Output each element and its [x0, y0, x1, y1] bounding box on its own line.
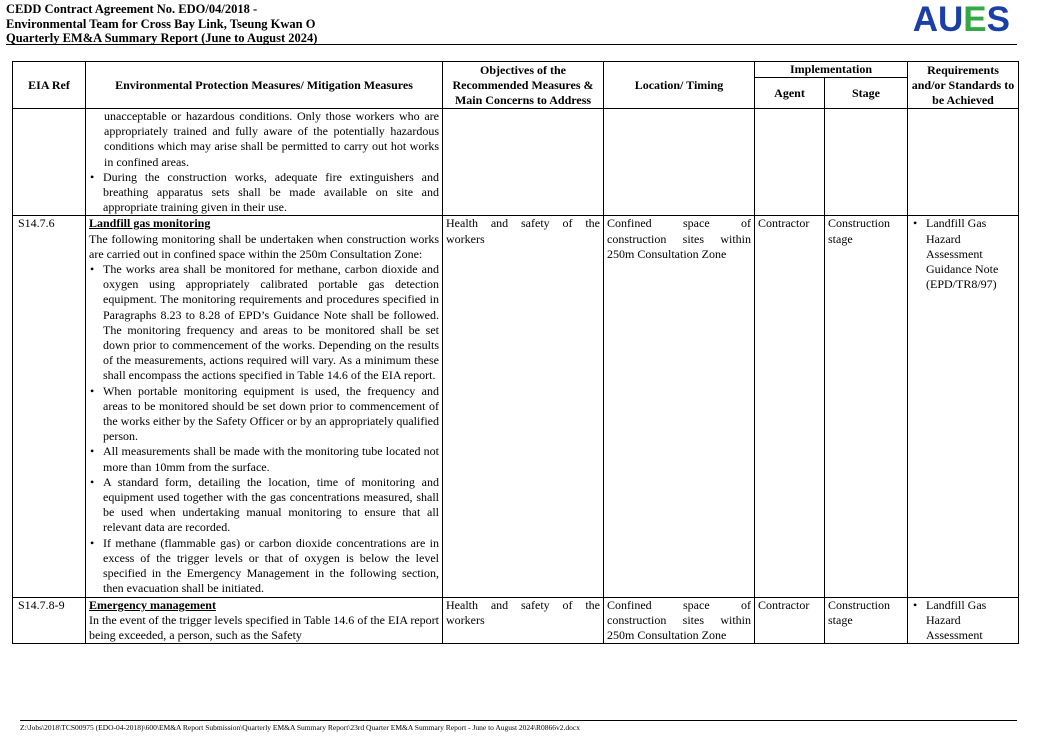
- list-item: • If methane (flammable gas) or carbon dioxide concentrations are in excess of the trigger levels or that of oxygen is below the level specified in the Emergency Management in the following section, then evacuation shall be initiated.: [90, 535, 439, 596]
- agent-cell: Contractor: [755, 597, 825, 644]
- aues-logo: [913, 0, 1010, 40]
- header-line-report: Quarterly EM&A Summary Report (June to August 2024): [6, 31, 318, 45]
- logo-letter: S: [986, 0, 1010, 39]
- bullet-icon: •: [90, 535, 95, 550]
- header-location-timing: Location/ Timing: [604, 62, 755, 109]
- stage-cell: Construction stage: [825, 216, 908, 597]
- location-cell: Confined space of construction sites within 250m Consultation Zone: [604, 216, 755, 597]
- agent-cell: Contractor: [755, 216, 825, 597]
- measure-text: In the event of the trigger levels specified in Table 14.6 of the EIA report being exceeded, a person, such as the Safety: [89, 612, 439, 642]
- bullet-icon: •: [90, 474, 95, 489]
- list-item: • Landfill Gas Hazard Assessment Guidance Note (EPD/TR8/97): [913, 216, 999, 292]
- list-item: • The works area shall be monitored for methane, carbon dioxide and oxygen using appropriately calibrated portable gas detection equipment. The monitoring requirements and procedures specified in Paragraphs 8.23 to 8.28 of EPD’s Guidance Note shall be followed. The monitoring frequency and areas to be monitored shall be set down prior to commencement of the works. Depending on the results of the measurements, actions required will vary. As a minimum these shall encompass the actions specified in Table 14.6 of the EIA report.: [90, 262, 439, 383]
- mitigation-measures-table: [12, 61, 1019, 644]
- footer-file-path: Z:\Jobs\2018\TCS00975 (EDO-04-2018)\600\EM&A Report Submission\Quarterly EM&A Summary Report\23rd Quarter EM&A Summary Report - June to August 2024\R0866v2.docx: [20, 723, 580, 732]
- continued-text: unacceptable or hazardous conditions. Only those workers who are appropriately trained and fully aware of the potentially hazardous conditions which may arise shall be permitted to carry out hot works in confined areas.: [104, 109, 439, 169]
- objective-cell: Health and safety of the workers: [443, 216, 604, 597]
- list-item: • Landfill Gas Hazard Assessment: [913, 597, 987, 642]
- header-line-team: Environmental Team for Cross Bay Link, Tseung Kwan O: [6, 16, 316, 31]
- bullet-icon: •: [913, 597, 918, 612]
- header-eia-ref: EIA Ref: [13, 62, 86, 109]
- footer-divider: [20, 720, 1017, 721]
- list-item: • A standard form, detailing the location, time of monitoring and equipment used together with the gas concentrations measured, shall be used when undertaking manual monitoring to ensure that all relevant data are recorded.: [90, 474, 439, 535]
- header-stage: Stage: [825, 78, 908, 109]
- measure-title: Emergency management: [89, 597, 216, 612]
- eia-ref-cell: S14.7.6: [13, 216, 86, 597]
- eia-ref-cell: S14.7.8-9: [13, 597, 86, 644]
- header-divider: [6, 44, 1017, 45]
- header-implementation: Implementation: [755, 62, 908, 78]
- measure-title: Landfill gas monitoring: [89, 216, 211, 231]
- table-row: [13, 597, 1019, 644]
- list-item: • All measurements shall be made with the monitoring tube located not more than 10mm from the surface.: [90, 444, 439, 474]
- header-agent: Agent: [755, 78, 825, 109]
- logo-letter: A: [912, 0, 938, 39]
- location-cell: Confined space of construction sites within 250m Consultation Zone: [604, 597, 755, 644]
- logo-letter: U: [938, 0, 964, 39]
- logo-letter: E: [963, 0, 987, 39]
- bullet-icon: •: [913, 216, 918, 231]
- objective-cell: Health and safety of the workers: [443, 597, 604, 644]
- stage-cell: Construction stage: [825, 597, 908, 644]
- document-header: [6, 2, 317, 46]
- table-row: [13, 216, 1019, 597]
- bullet-icon: •: [90, 383, 95, 398]
- table-row: [13, 109, 1019, 216]
- header-line-contract: CEDD Contract Agreement No. EDO/04/2018 -: [6, 2, 258, 16]
- header-requirements: Requirements and/or Standards to be Achieved: [908, 62, 1019, 109]
- list-item: • When portable monitoring equipment is used, the frequency and areas to be monitored should be set down prior to commencement of the works either by the Safety Officer or by an appropriately qualified person.: [90, 383, 439, 444]
- list-item: • During the construction works, adequate fire extinguishers and breathing apparatus sets shall be made available on site and appropriate training given in their use.: [90, 169, 439, 215]
- header-objectives: Objectives of the Recommended Measures & Main Concerns to Address: [443, 62, 604, 109]
- header-measures: Environmental Protection Measures/ Mitigation Measures: [86, 62, 443, 109]
- bullet-icon: •: [90, 262, 95, 277]
- bullet-icon: •: [90, 444, 95, 459]
- measure-intro: The following monitoring shall be undertaken when construction works are carried out in confined space within the 250m Consultation Zone:: [89, 231, 439, 261]
- bullet-icon: •: [90, 169, 95, 184]
